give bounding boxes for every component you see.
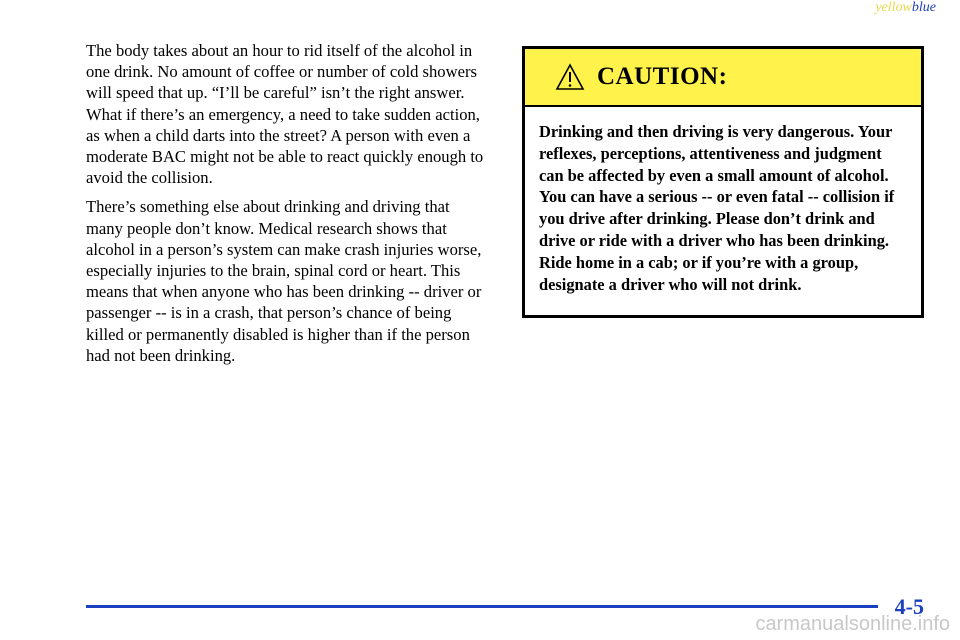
- page-number: 4-5: [894, 594, 924, 619]
- watermark: carmanualsonline.info: [755, 613, 950, 635]
- warning-triangle-icon: [555, 63, 585, 91]
- caution-header: [525, 49, 921, 107]
- footer-rule: [86, 605, 878, 608]
- caution-title: CAUTION:: [597, 63, 728, 90]
- body-text-column: [86, 40, 490, 374]
- header-tag-yellow: yellow: [875, 0, 912, 15]
- body-paragraph-1: The body takes about an hour to rid itself of the alcohol in one drink. No amount of coffee or number of cold showers will speed that up. “I’ll be careful” isn’t the right answer. What if there’s an emergency, a need to take sudden action, as when a child darts into the street? A person with even a moderate BAC might not be able to react quickly enough to avoid the collision.: [86, 41, 484, 188]
- header-tag: [875, 0, 936, 16]
- caution-box: [522, 46, 924, 318]
- body-paragraph-2: There’s something else about drinking and driving that many people don’t know. Medical research shows that alcohol in a person’s system can make crash injuries worse, especially injuries to the brain, spinal cord or heart. This means that when anyone who has been drinking -- driver or passenger -- is in a crash, that person’s chance of being killed or permanently disabled is higher than if the person had not been drinking.: [86, 197, 482, 365]
- header-tag-blue: blue: [911, 0, 936, 15]
- caution-text: Drinking and then driving is very dangerous. Your reflexes, perceptions, attentiveness and judgment can be affected by even a small amount of alcohol. You can have a serious -- or even fatal -- collision if you drive after drinking. Please don’t drink and drive or ride with a driver who has been drinking. Ride home in a cab; or if you’re with a group, designate a driver who will not drink.: [539, 122, 895, 294]
